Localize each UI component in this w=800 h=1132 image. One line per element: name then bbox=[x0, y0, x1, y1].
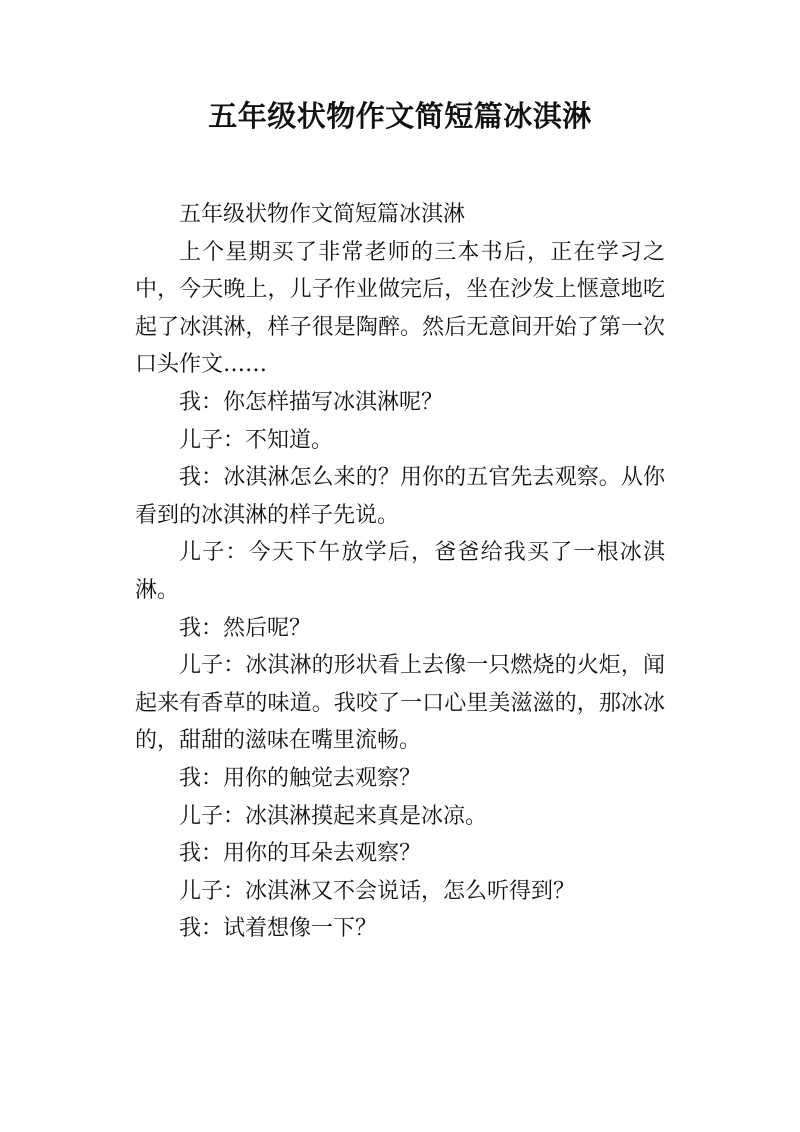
paragraph-intro: 上个星期买了非常老师的三本书后，正在学习之中，今天晚上，儿子作业做完后，坐在沙发上惬意地吃起了冰淇淋，样子很是陶醉。然后无意间开始了第一次口头作文…… bbox=[135, 239, 665, 378]
dialogue-line: 儿子：不知道。 bbox=[179, 427, 334, 453]
dialogue-line: 我：用你的触觉去观察？ bbox=[179, 765, 422, 791]
dialogue-line: 儿子：冰淇淋的形状看上去像一只燃烧的火炬，闻起来有香草的味道。我咬了一口心里美滋滋的，那冰冰的，甜甜的滋味在嘴里流畅。 bbox=[135, 653, 665, 754]
dialogue-line: 儿子：冰淇淋又不会说话，怎么听得到？ bbox=[179, 878, 576, 904]
dialogue-line: 我：用你的耳朵去观察？ bbox=[179, 841, 422, 867]
paragraph-subtitle: 五年级状物作文简短篇冰淇淋 bbox=[179, 202, 466, 227]
dialogue-line: 儿子：今天下午放学后，爸爸给我买了一根冰淇淋。 bbox=[135, 540, 665, 603]
dialogue-line: 儿子：冰淇淋摸起来真是冰凉。 bbox=[179, 803, 488, 829]
dialogue-line: 我：冰淇淋怎么来的？用你的五官先去观察。从你看到的冰淇淋的样子先说。 bbox=[135, 465, 665, 528]
document-body bbox=[135, 196, 665, 948]
dialogue-line: 我：然后呢？ bbox=[179, 615, 312, 641]
document-title: 五年级状物作文简短篇冰淇淋 bbox=[208, 99, 592, 133]
dialogue-line: 我：你怎样描写冰淇淋呢？ bbox=[179, 389, 444, 415]
dialogue-line: 我：试着想像一下？ bbox=[179, 916, 378, 942]
